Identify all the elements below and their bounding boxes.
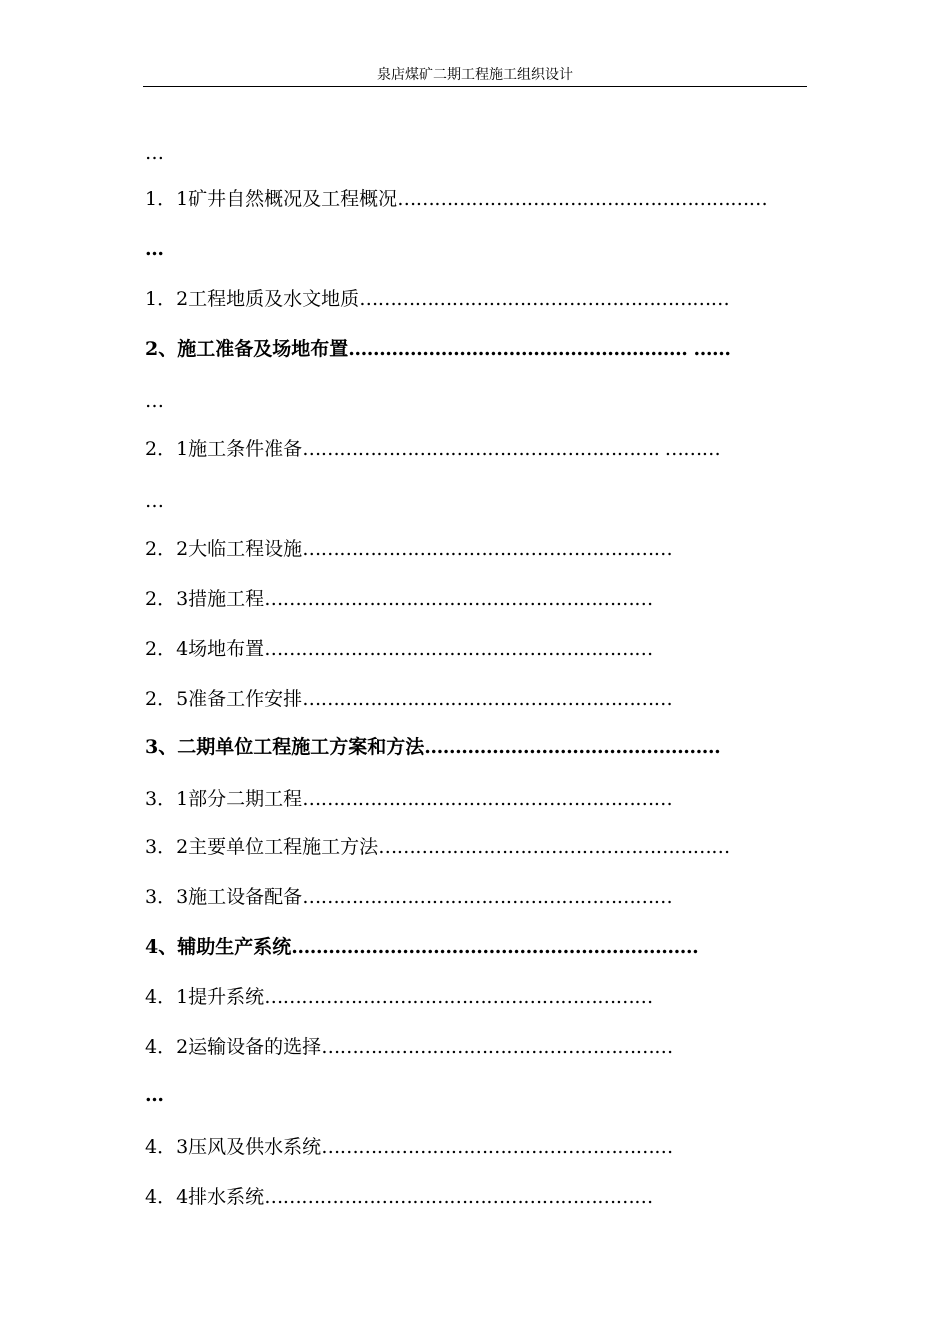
toc-entry-leader: ……………………………………………………	[359, 288, 730, 310]
toc-entry-label: 4．2运输设备的选择	[145, 1036, 322, 1058]
toc-entry-leader: …	[145, 238, 164, 260]
toc-entry-label: 4．3压风及供水系统	[145, 1136, 322, 1158]
toc-entry-label: 3．1部分二期工程	[145, 788, 303, 810]
toc-entry-label: 3．2主要单位工程施工方法	[145, 836, 379, 858]
toc-entry-leader: …	[145, 490, 164, 512]
toc-entry-leader: …………………………………………………. ………	[302, 438, 721, 460]
toc-entry-leader: ……………………………………………………	[302, 538, 673, 560]
toc-entry-leader: ……………………………………………………	[302, 688, 673, 710]
toc-entry	[145, 636, 807, 662]
toc-entry	[145, 388, 807, 414]
toc-entry	[145, 1034, 807, 1060]
toc-entry	[145, 686, 807, 712]
toc-entry	[145, 286, 807, 312]
toc-entry-leader: ……………………………………………………	[397, 188, 768, 210]
toc-entry-label: 1．1矿井自然概况及工程概况	[145, 188, 398, 210]
toc-entry	[145, 186, 807, 212]
toc-entry	[145, 984, 807, 1010]
toc-entry-label: 4．1提升系统	[145, 986, 265, 1008]
toc-entry	[145, 1082, 807, 1108]
toc-entry	[145, 236, 807, 262]
toc-entry	[145, 488, 807, 514]
toc-entry	[145, 536, 807, 562]
toc-entry	[145, 436, 807, 462]
header-title: 泉店煤矿二期工程施工组织设计	[377, 67, 573, 83]
toc-entry	[145, 934, 807, 960]
toc-entry	[145, 786, 807, 812]
toc-entry-label: 4．4排水系统	[145, 1186, 265, 1208]
toc-entry-leader: …………………………………………………	[321, 1136, 673, 1158]
toc-entry-leader: …………………………………………………………	[291, 936, 699, 958]
toc-entry-label: 2、施工准备及场地布置	[145, 338, 349, 360]
toc-entry	[145, 140, 807, 166]
toc-entry-leader: …	[145, 1084, 164, 1106]
toc-entry-leader: ………………………………………………………	[264, 1186, 653, 1208]
toc-entry-label: 2．1施工条件准备	[145, 438, 303, 460]
toc-entry-leader: …………………………………………………	[378, 836, 730, 858]
toc-entry-label: 2．4场地布置	[145, 638, 265, 660]
toc-entry-leader: ………………………………………………………	[264, 638, 653, 660]
toc-entry-leader: ……………………………………………………	[302, 788, 673, 810]
toc-entry-label: 1．2工程地质及水文地质	[145, 288, 360, 310]
toc-entry-label: 4、辅助生产系统	[145, 936, 292, 958]
toc-entry-leader: ……………………………………………………	[302, 886, 673, 908]
toc-entry-label: 2．2大临工程设施	[145, 538, 303, 560]
toc-entry	[145, 834, 807, 860]
toc-entry	[145, 734, 807, 760]
toc-entry-leader: …………………………………………………	[321, 1036, 673, 1058]
toc-entry-label: 3、二期单位工程施工方案和方法	[145, 736, 425, 758]
toc-entry-leader: ………………………………………………………	[264, 986, 653, 1008]
toc-entry	[145, 1134, 807, 1160]
toc-entry	[145, 884, 807, 910]
toc-entry	[145, 1184, 807, 1210]
toc-entry-label: 3．3施工设备配备	[145, 886, 303, 908]
page-header	[143, 64, 807, 87]
toc-entry-leader: …………………………………………	[424, 736, 721, 758]
toc-entry-leader: ………………………………………………. ……	[348, 338, 731, 360]
toc-entry-label: 2．5准备工作安排	[145, 688, 303, 710]
toc-entry-leader: …	[145, 142, 164, 164]
toc-entry-leader: ………………………………………………………	[264, 588, 653, 610]
toc-entry-leader: …	[145, 390, 164, 412]
toc-entry	[145, 336, 807, 362]
toc-entry-label: 2．3措施工程	[145, 588, 265, 610]
toc-entry	[145, 586, 807, 612]
